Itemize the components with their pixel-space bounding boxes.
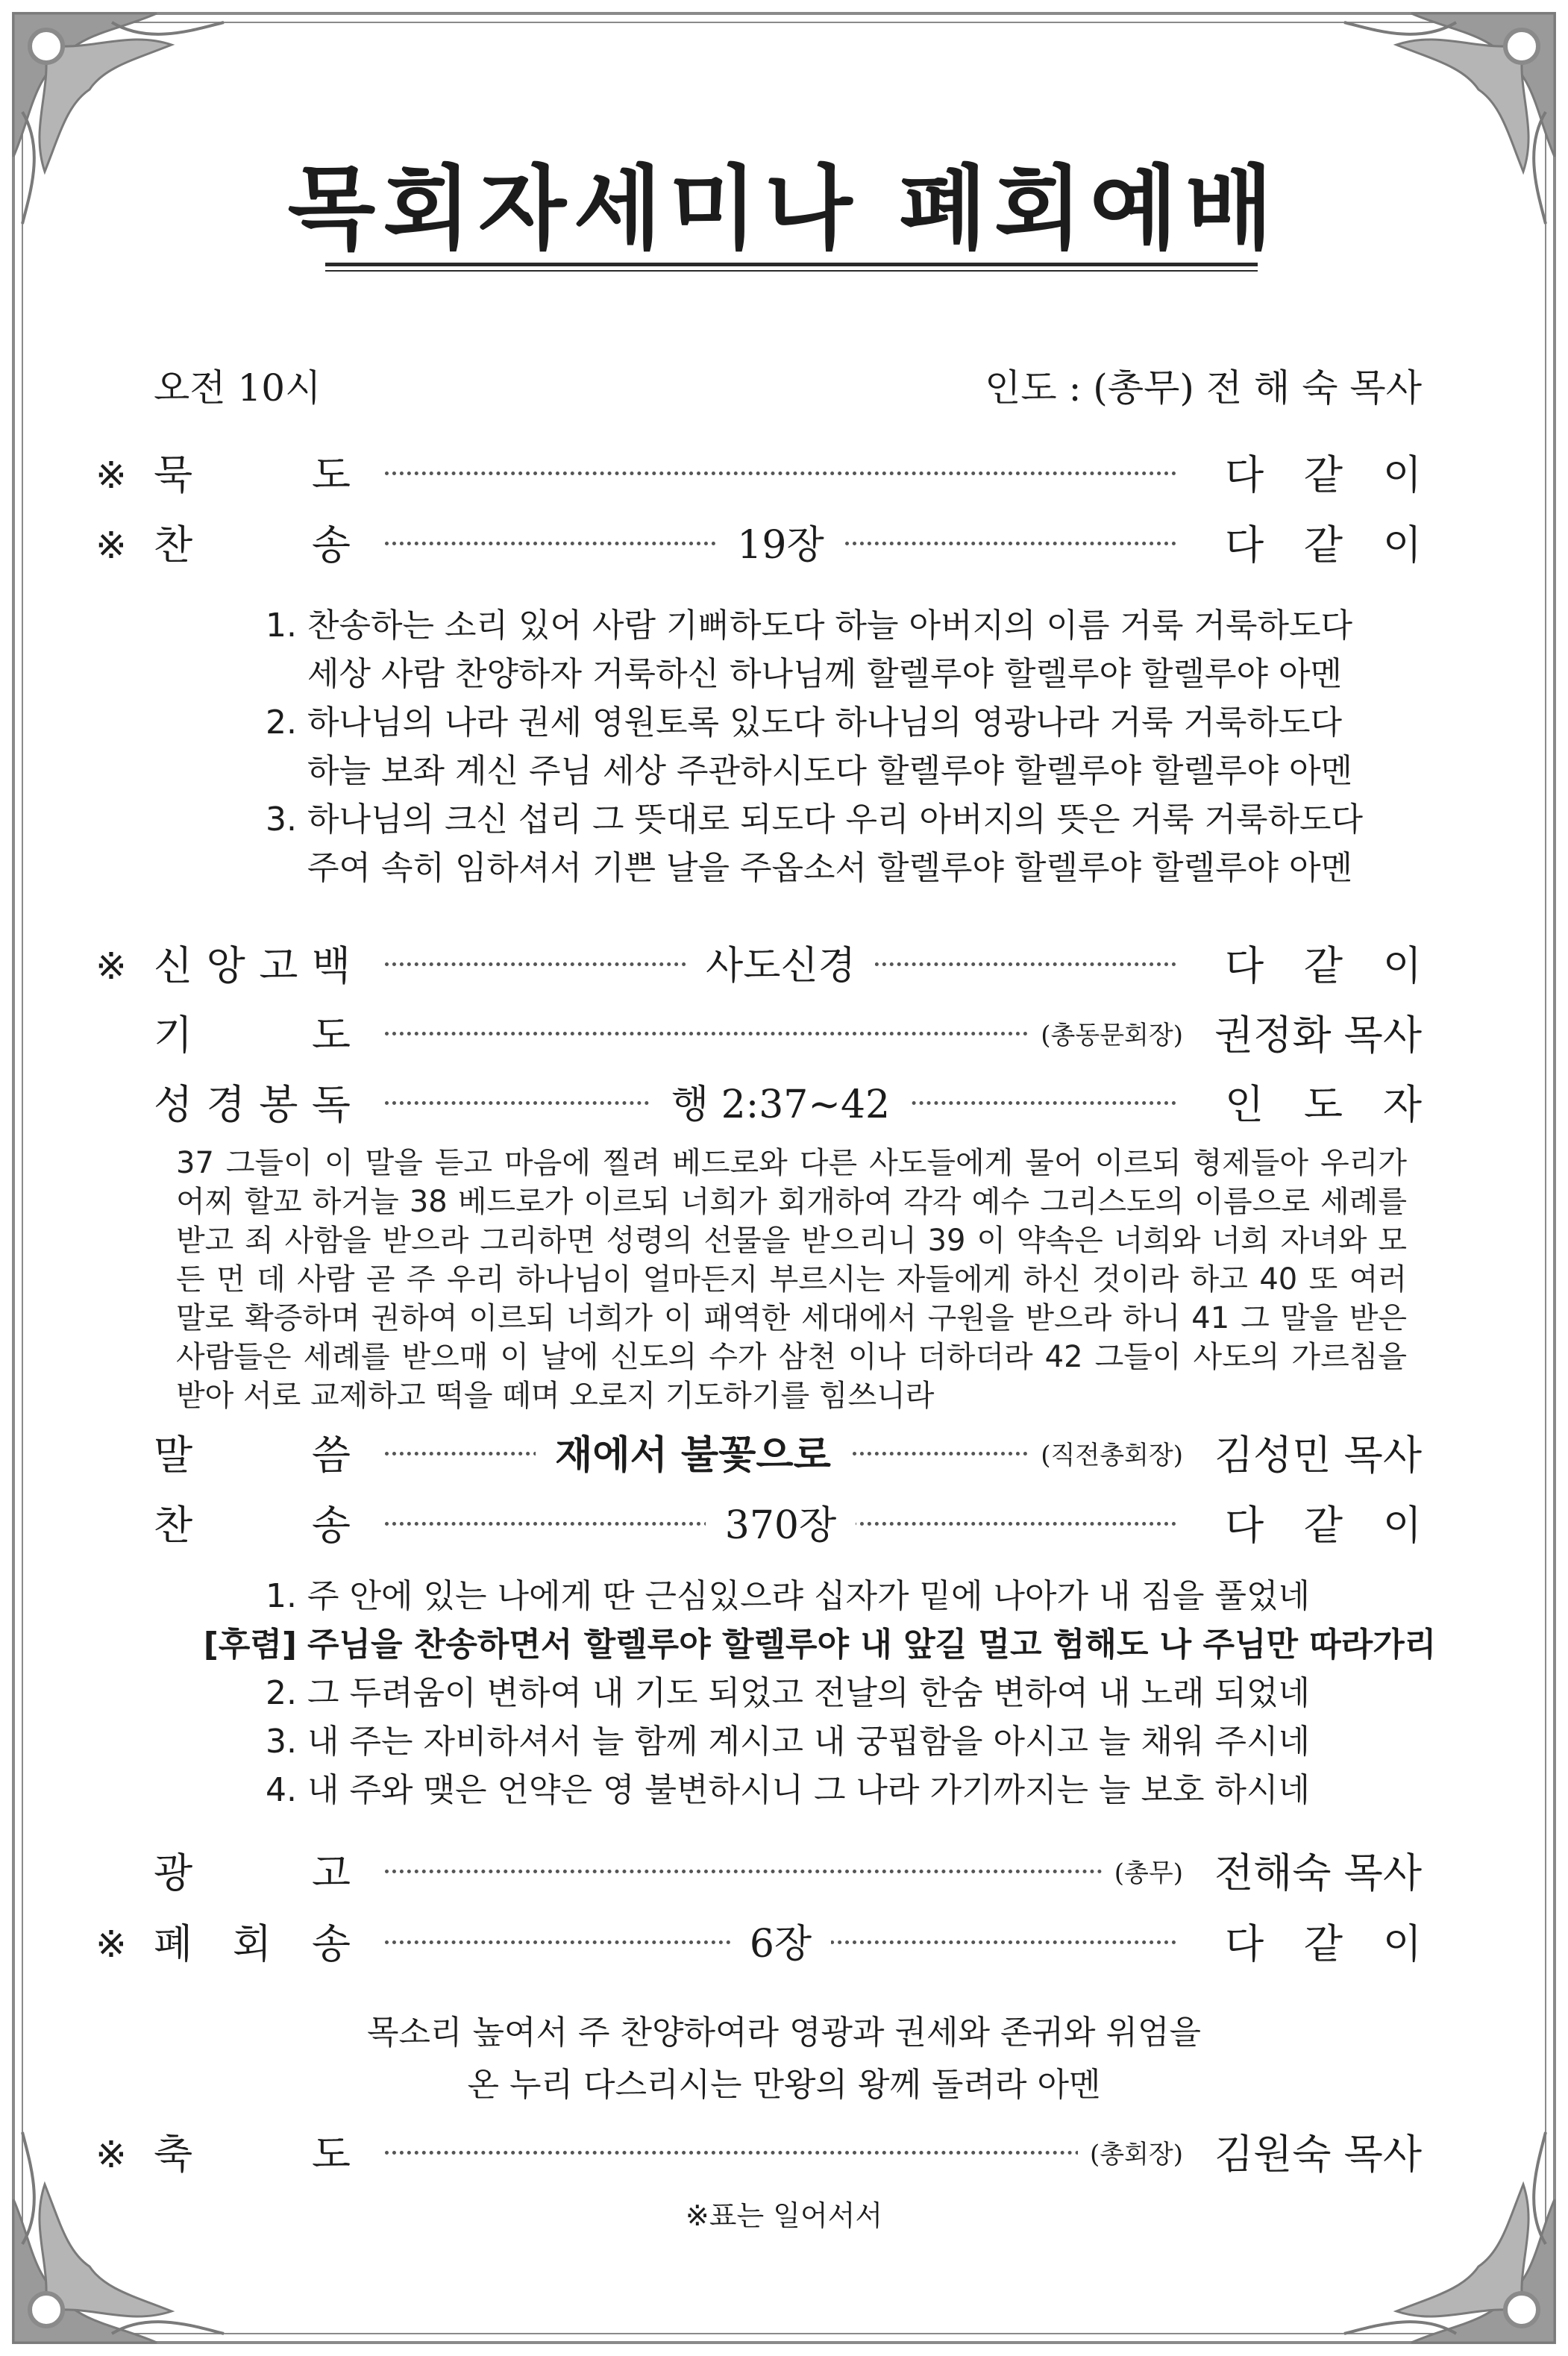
lyric-line: 주여 속히 임하셔서 기쁜 날을 주옵소서 할렐루야 할렐루야 할렐루야 아멘 [307,849,1352,887]
hymn-number: 370장 [385,1492,1176,1559]
lyric-line: 2. 그 두려움이 변하여 내 기도 되었고 전날의 한숨 변하여 내 노래 되었네 [266,1674,1310,1712]
standing-mark: ※ [95,524,127,567]
standing-footnote: ※표는 일어서서 [685,2199,883,2232]
standing-mark: ※ [95,454,127,497]
lyric-line: 3. 내 주는 자비하셔서 늘 함께 계시고 내 궁핍함을 아시고 늘 채워 주시네 [266,1723,1310,1761]
standing-mark: ※ [95,1923,127,1966]
participant-role: (직전총회장) [1029,1422,1183,1489]
dot-leader [385,1870,1176,1873]
order-hymn-2 [0,1492,1568,1559]
order-label: 찬 송 [154,521,351,568]
order-silent-prayer [0,442,1568,509]
service-leader: 인도 : (총무) 전 해 숙 목사 [985,366,1422,410]
order-sermon [0,1422,1568,1489]
hymn-2-lyrics [203,1572,1437,1814]
hymn-1-lyrics [266,601,1363,892]
order-participant: 다 같 이 [1225,451,1422,498]
order-participant: 다 같 이 [1225,1502,1422,1549]
order-label: 묵 도 [154,451,351,498]
lyric-chorus-line: [후렴] 주님을 찬송하면서 할렐루야 할렐루야 내 앞길 멀고 험해도 나 주님만 따라가리 [203,1626,1437,1664]
order-label: 폐 회 송 [154,1920,351,1967]
closing-hymn-text [0,2007,1568,2111]
lyric-line: 세상 사람 찬양하자 거룩하신 하나님께 할렐루야 할렐루야 할렐루야 아멘 [307,655,1343,693]
order-participant: 다 같 이 [1225,942,1422,989]
sermon-title: 재에서 불꽃으로 [385,1422,1001,1489]
title-underline-thin [325,270,1258,272]
closing-line: 목소리 높여서 주 찬양하여라 영광과 권세와 존귀와 위엄을 [367,2014,1201,2052]
service-time: 오전 10시 [154,366,322,410]
order-participant: 인 도 자 [1225,1081,1422,1128]
closing-line: 온 누리 다스리시는 만왕의 왕께 돌려라 아멘 [467,2066,1101,2104]
participant-role: (총동문회장) [1029,1002,1183,1069]
order-participant: 김성민 목사 [1214,1432,1422,1479]
order-label: 기 도 [154,1012,351,1059]
order-hymn-1 [0,512,1568,579]
lyric-line: 3. 하나님의 크신 섭리 그 뜻대로 되도다 우리 아버지의 뜻은 거룩 거룩하도다 [266,801,1363,839]
hymn-number: 19장 [385,512,1176,579]
title-underline [325,263,1258,266]
order-label: 찬 송 [154,1502,351,1549]
scripture-text: 37 그들이 이 말을 듣고 마음에 찔려 베드로와 다른 사도들에게 물어 이르되 형제들아 우리가 어찌 할꼬 하거늘 38 베드로가 이르되 너희가 회개하여 각각 예수 그리스도의 이름으로 세례를 받고 죄 사함을 받으라 그리하면 성령의 선물을 받으리니 39 이 약속은 너희와 너희 자녀와 모든 먼 데 사람 곧 주 우리 하나님이 얼마든지 부르시는 자들에게 하신 것이라 하고 40 또 여러 말로 확증하며 권하여 이르되 너희가 이 패역한 세대에서 구원을 받으라 하니 41 그 말을 받은 사람들은 세례를 받으매 이 날에 신도의 수가 삼천 이나 더하더라 42 그들이 사도의 가르침을 받아 서로 교제하고 떡을 떼며 오로지 기도하기를 힘쓰니라 [176,1146,1407,1413]
order-participant: 김원숙 목사 [1214,2131,1422,2178]
lyric-line: 1. 찬송하는 소리 있어 사람 기뻐하도다 하늘 아버지의 이름 거룩 거룩하도다 [266,607,1352,645]
dot-leader [385,471,1176,475]
order-label: 축 도 [154,2131,351,2178]
order-benediction [0,2121,1568,2188]
lyric-line: 하늘 보좌 계신 주님 세상 주관하시도다 할렐루야 할렐루야 할렐루야 아멘 [307,752,1352,790]
order-closing-hymn [0,1911,1568,1978]
standing-mark: ※ [95,944,127,988]
order-label: 신 앙 고 백 [154,942,351,989]
order-participant: 다 같 이 [1225,521,1422,568]
hymn-number: 6장 [385,1911,1176,1978]
standing-mark: ※ [95,2133,127,2176]
creed-name: 사도신경 [385,933,1176,1000]
order-announcements [0,1840,1568,1907]
page-title: 목회자세미나 폐회예배 [287,156,1281,262]
order-creed [0,933,1568,1000]
order-prayer [0,1002,1568,1069]
order-participant: 권정화 목사 [1214,1012,1422,1059]
lyric-line: 2. 하나님의 나라 권세 영원토록 있도다 하나님의 영광나라 거룩 거룩하도다 [266,704,1343,742]
participant-role: (총무) [1103,1840,1183,1907]
order-participant: 다 같 이 [1225,1920,1422,1967]
lyric-line: 1. 주 안에 있는 나에게 딴 근심있으랴 십자가 밑에 나아가 내 짐을 풀었네 [266,1577,1310,1615]
lyric-line: 4. 내 주와 맺은 언약은 영 불변하시니 그 나라 가기까지는 늘 보호 하시네 [266,1771,1310,1809]
scripture-reference: 행 2:37~42 [385,1071,1176,1138]
order-label: 성 경 봉 독 [154,1081,351,1128]
dot-leader [385,2151,1176,2155]
order-scripture-reading [0,1071,1568,1138]
participant-role: (총회장) [1078,2121,1183,2188]
order-participant: 전해숙 목사 [1214,1849,1422,1896]
order-label: 말 씀 [154,1432,351,1479]
order-label: 광 고 [154,1849,351,1896]
